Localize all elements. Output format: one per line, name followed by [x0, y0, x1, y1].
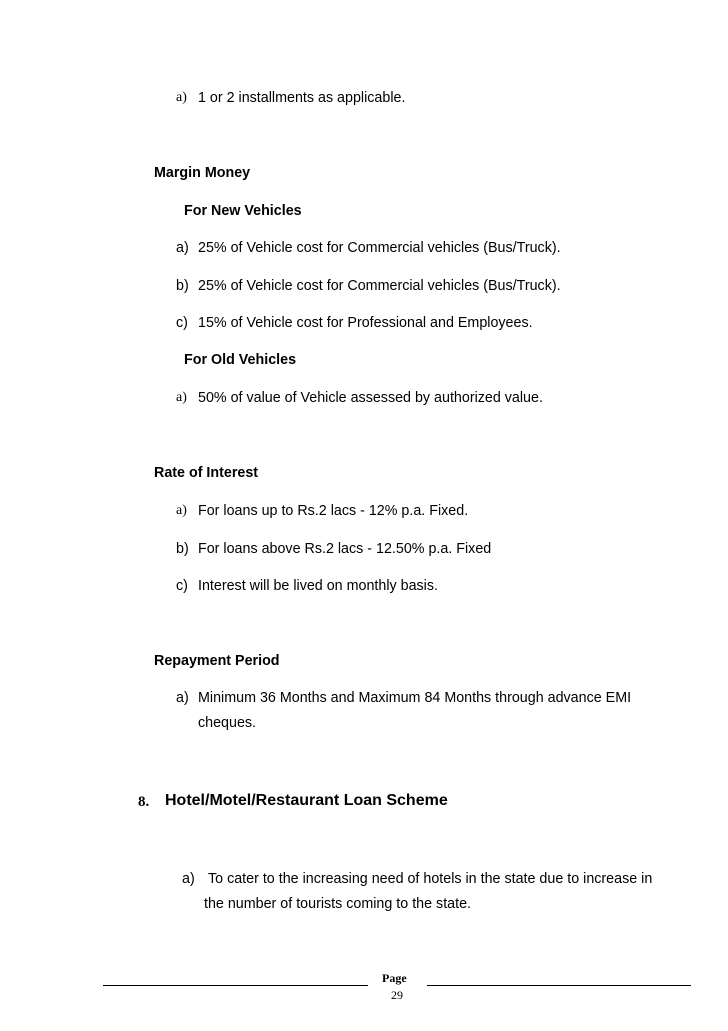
list-item-text: For loans above Rs.2 lacs - 12.50% p.a. Fixed [198, 541, 492, 557]
section-title: Hotel/Motel/Restaurant Loan Scheme [165, 792, 448, 809]
list-item-text-continued: the number of tourists coming to the state. [204, 896, 472, 912]
list-marker: a) [176, 240, 189, 256]
list-marker: a) [176, 390, 187, 405]
list-marker: b) [176, 278, 189, 294]
list-item-text: 1 or 2 installments as applicable. [198, 90, 406, 106]
list-marker: c) [176, 315, 188, 331]
list-item-text: 15% of Vehicle cost for Professional and Employees. [198, 315, 533, 331]
list-item-text: 25% of Vehicle cost for Commercial vehicles (Bus/Truck). [198, 240, 561, 256]
list-item-text: Minimum 36 Months and Maximum 84 Months through advance EMI [198, 690, 632, 706]
footer-page-number: 29 [391, 988, 403, 1002]
list-marker: a) [176, 690, 189, 706]
list-item-text: Interest will be lived on monthly basis. [198, 578, 438, 594]
subheading-new-vehicles: For New Vehicles [184, 203, 302, 219]
footer-page-label: Page [382, 971, 407, 985]
list-marker: a) [176, 503, 187, 518]
list-item-text: To cater to the increasing need of hotels in the state due to increase in [208, 871, 653, 887]
list-item-text-continued: cheques. [198, 715, 257, 731]
list-marker: a) [182, 871, 195, 887]
subheading-old-vehicles: For Old Vehicles [184, 352, 297, 368]
section-heading-repayment-period: Repayment Period [154, 653, 280, 669]
list-marker: c) [176, 578, 188, 594]
section-number: 8. [138, 794, 150, 810]
section-heading-margin-money: Margin Money [154, 165, 251, 181]
list-marker: b) [176, 541, 189, 557]
list-item-text: For loans up to Rs.2 lacs - 12% p.a. Fixed. [198, 503, 469, 519]
footer-rule-right [427, 985, 691, 986]
list-item-text: 25% of Vehicle cost for Commercial vehicles (Bus/Truck). [198, 278, 561, 294]
list-item-text: 50% of value of Vehicle assessed by authorized value. [198, 390, 543, 406]
footer-rule-left [103, 985, 368, 986]
list-marker: a) [176, 90, 187, 105]
section-heading-rate-of-interest: Rate of Interest [154, 465, 259, 481]
